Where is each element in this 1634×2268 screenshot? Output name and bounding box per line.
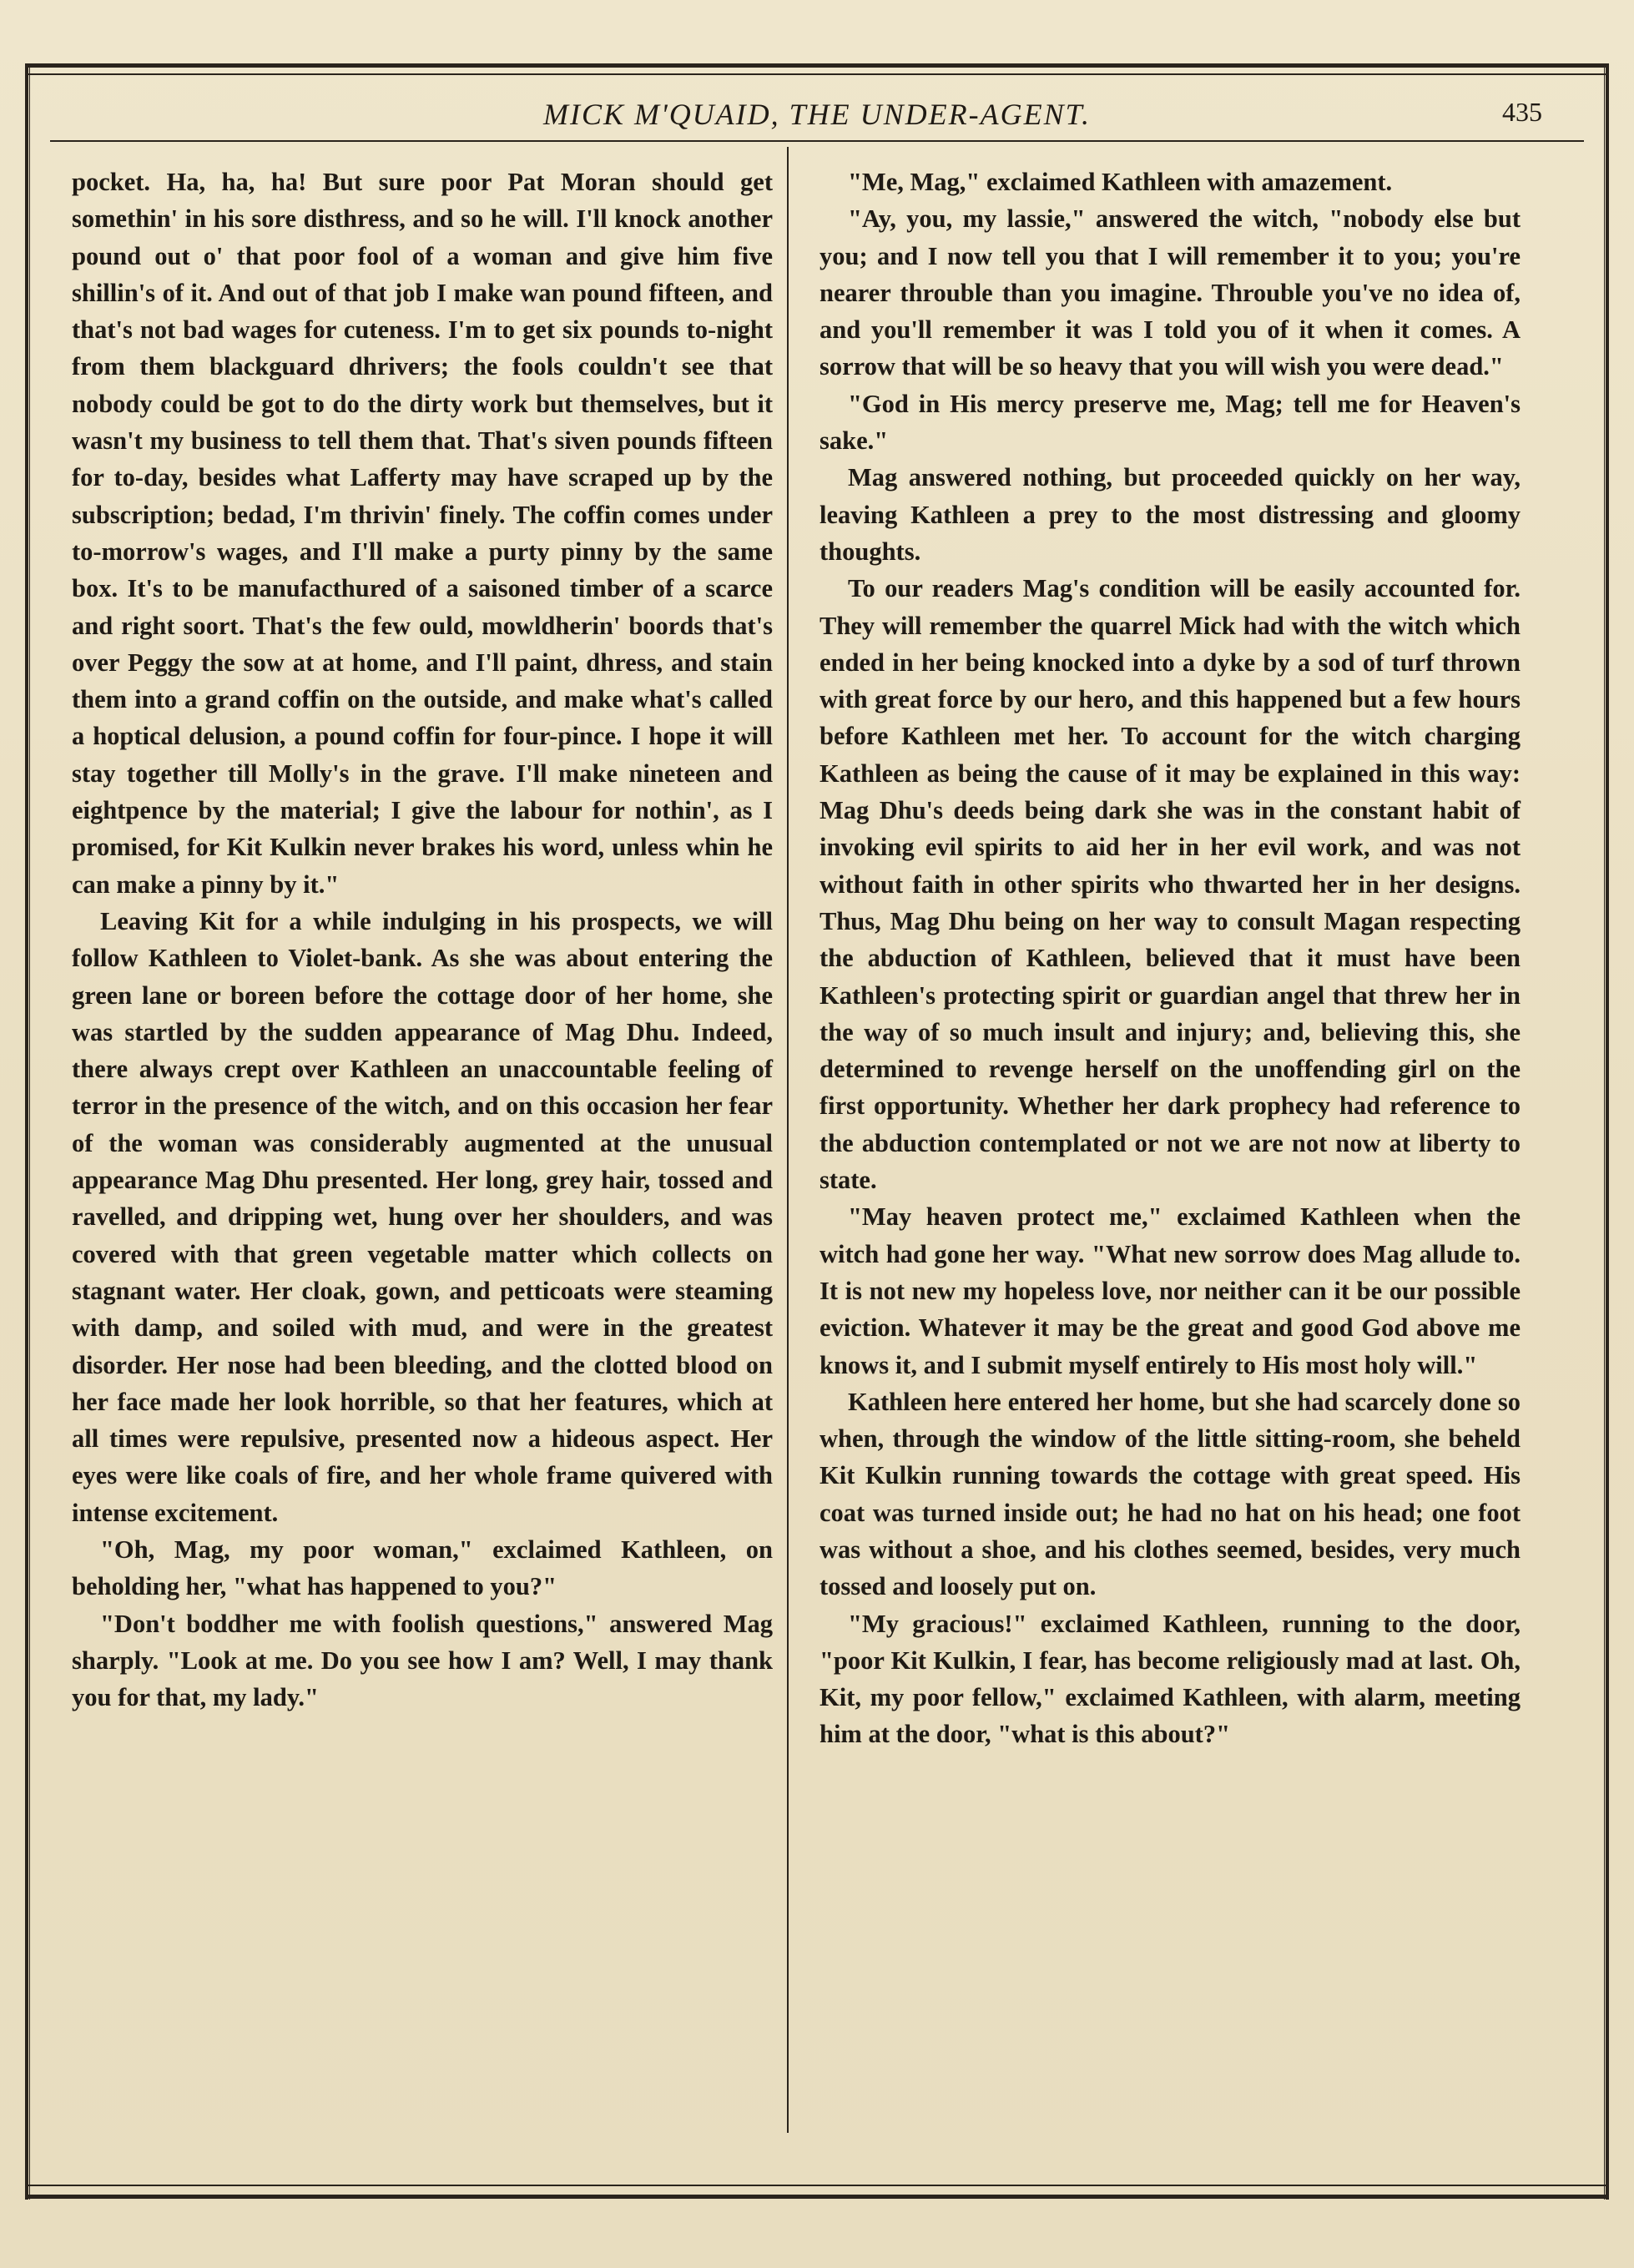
paragraph: "God in His mercy preserve me, Mag; tell me for Heaven's sake." (820, 389, 1521, 456)
right-column (820, 164, 1521, 1753)
left-column (72, 164, 773, 1716)
paragraph: "Oh, Mag, my poor woman," exclaimed Kathleen, on beholding her, "what has happened to you?" (72, 1535, 773, 1601)
paragraph: "Me, Mag," exclaimed Kathleen with amazement. (848, 168, 1393, 196)
paragraph: "My gracious!" exclaimed Kathleen, running to the door, "poor Kit Kulkin, I fear, has become religiously mad at last. Oh, Kit, my poor fellow," exclaimed Kathleen, with alarm, meeting him at the door, "what is this about?" (820, 1609, 1521, 1749)
border-left (25, 63, 30, 2200)
paragraph: pocket. Ha, ha, ha! But sure poor Pat Moran should get somethin' in his sore disthress, and so he will. I'll knock another pound out o' that poor fool of a woman and give him five shillin's of it. And out of that job I make wan pound fifteen, and that's not bad wages for cuteness. I'm to get six pounds to-night from them blackguard dhrivers; the fools couldn't see that nobody could be got to do the dirty work but themselves, but it wasn't my business to tell them that. That's siven pounds fifteen for to-day, besides what Lafferty may have scraped up by the subscription; bedad, I'm thrivin' finely. The coffin comes under to-morrow's wages, and I'll make a purty pinny by the same box. It's to be manufacthured of a saisoned timber of a scarce and right soort. That's the few ould, mowldherin' boords that's over Peggy the sow at at home, and I'll paint, dhress, and stain them into a grand coffin on the outside, and make what's called a hoptical delusion, a pound coffin for four-pince. I hope it will stay together till Molly's in the grave. I'll make nineteen and eightpence by the material; I give the labour for nothin', as I promised, for Kit Kulkin never brakes his word, unless whin he can make a pinny by it." (72, 168, 773, 899)
paragraph: Leaving Kit for a while indulging in his prospects, we will follow Kathleen to Violet-bank. As she was about entering the green lane or boreen before the cottage door of her home, she was startled by the sudden appearance of Mag Dhu. Indeed, there always crept over Kathleen an unaccountable feeling of terror in the presence of the witch, and on this occasion her fear of the woman was considerably augmented at the unusual appearance Mag Dhu presented. Her long, grey hair, tossed and ravelled, and dripping wet, hung over her shoulders, and was covered with that green vegetable matter which collects on stagnant water. Her cloak, gown, and petticoats were steaming with damp, and soiled with mud, and were in the greatest disorder. Her nose had been bleeding, and the clotted blood on her face made her look horrible, so that her features, which at all times were repulsive, presented now a hideous aspect. Her eyes were like coals of fire, and her whole frame quivered with intense excitement. (72, 906, 773, 1527)
border-right (1604, 63, 1609, 2200)
header-rule (50, 140, 1584, 142)
border-top-inner (25, 73, 1609, 75)
paragraph: Mag answered nothing, but proceeded quickly on her way, leaving Kathleen a prey to the most distressing and gloomy thoughts. (820, 463, 1521, 566)
border-bottom-outer (25, 2195, 1609, 2199)
paragraph: To our readers Mag's condition will be easily accounted for. They will remember the quarrel Mick had with the witch which ended in her being knocked into a dyke by a sod of turf thrown with great force by our hero, and this happened but a few hours before Kathleen met her. To account for the witch charging Kathleen as being the cause of it may be explained in this way: Mag Dhu's deeds being dark she was in the constant habit of invoking evil spirits to aid her in her evil work, and was not without faith in other spirits who thwarted her in her designs. Thus, Mag Dhu being on her way to consult Magan respecting the abduction of Kathleen, believed that it must have been Kathleen's protecting spirit or guardian angel that threw her in the way of so much insult and injury; and, believing this, she determined to revenge herself on the unoffending girl on the first opportunity. Whether her dark prophecy had reference to the abduction contemplated or not we are not now at liberty to state. (820, 574, 1521, 1195)
page-number: 435 (1502, 97, 1542, 127)
paragraph: "Ay, you, my lassie," answered the witch, "nobody else but you; and I now tell you that I will remember it to you; you're nearer throuble than you imagine. Throuble you've no idea of, and you'll remember it was I told you of it when it comes. A sorrow that will be so heavy that you will wish you were dead." (820, 204, 1521, 381)
border-bottom-inner (25, 2185, 1609, 2186)
running-head (50, 93, 1584, 144)
paragraph: Kathleen here entered her home, but she had scarcely done so when, through the window of the little sitting-room, she beheld Kit Kulkin running towards the cottage with great speed. His coat was turned inside out; he had no hat on his head; one foot was without a shoe, and his clothes seemed, besides, very much tossed and loosely put on. (820, 1387, 1521, 1601)
column-divider (787, 147, 789, 2133)
paragraph: "Don't boddher me with foolish questions," answered Mag sharply. "Look at me. Do you see how I am? Well, I may thank you for that, my lady." (72, 1609, 773, 1712)
running-title: MICK M'QUAID, THE UNDER-AGENT. (543, 98, 1091, 131)
border-top-outer (25, 63, 1609, 68)
paragraph: "May heaven protect me," exclaimed Kathleen when the witch had gone her way. "What new sorrow does Mag allude to. It is not new my hopeless love, nor neither can it be our possible eviction. Whatever it may be the great and good God above me knows it, and I submit myself entirely to His most holy will." (820, 1202, 1521, 1379)
